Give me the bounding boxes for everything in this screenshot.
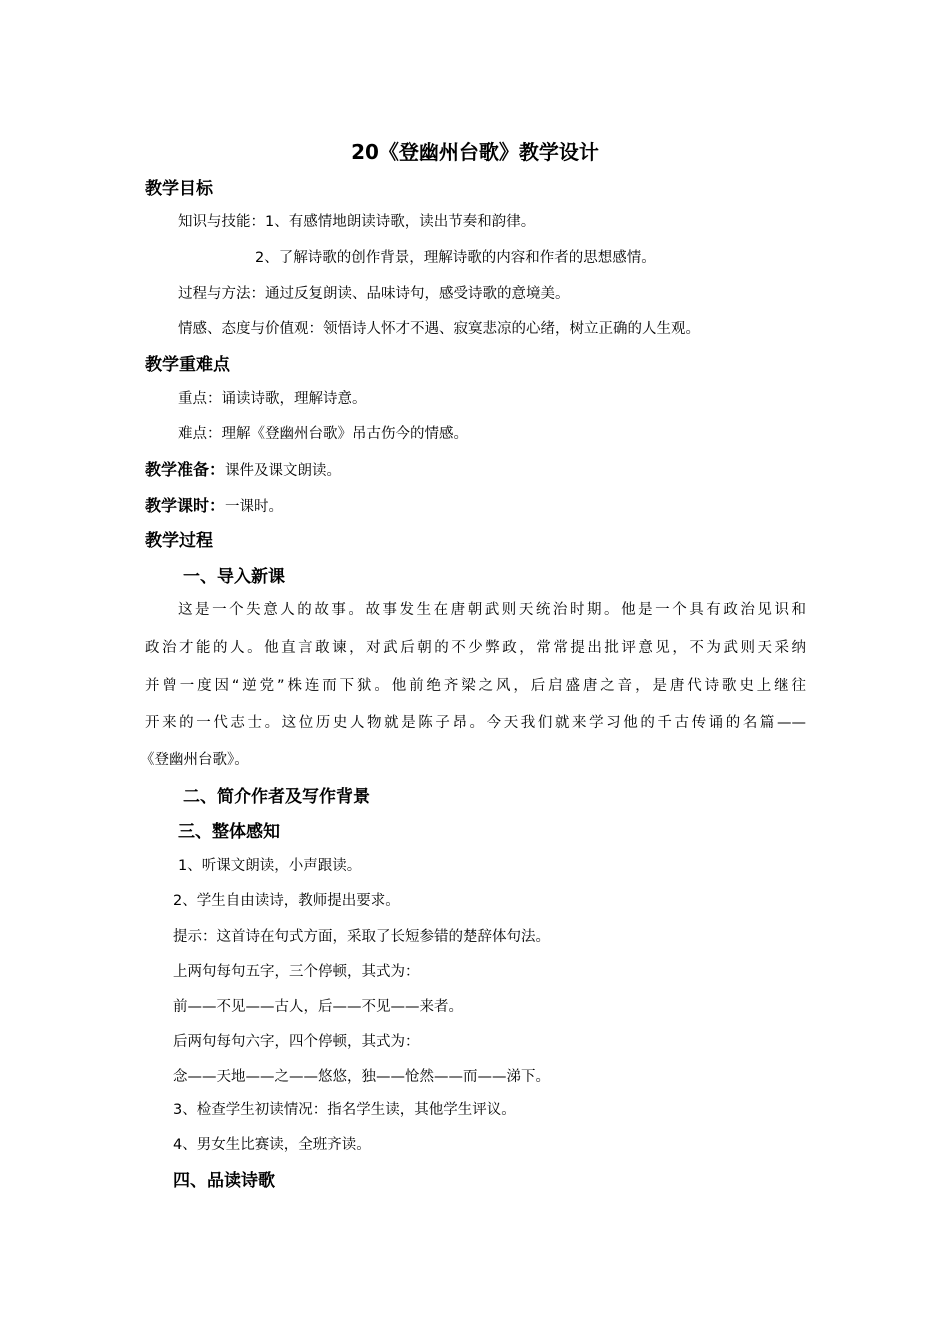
difficulty-point: 难点：理解《登幽州台歌》吊古伤今的情感。 xyxy=(178,426,468,442)
preparation-label: 教学准备： xyxy=(145,460,226,479)
section1-line-3: 并曾一度因“逆党”株连而下狱。他前绝齐梁之风，后启盛唐之音，是唐代诗歌史上继往 xyxy=(145,678,806,694)
objective-knowledge-2: 2、了解诗歌的创作背景，理解诗歌的内容和作者的思想感情。 xyxy=(255,250,656,266)
objective-process: 过程与方法：通过反复朗读、品味诗句，感受诗歌的意境美。 xyxy=(178,286,570,302)
section3-line-6: 后两句每句六字，四个停顿，其式为： xyxy=(173,1034,420,1050)
objectives-heading: 教学目标 xyxy=(145,179,213,199)
section3-heading: 三、整体感知 xyxy=(178,822,280,842)
key-points-heading: 教学重难点 xyxy=(145,355,230,375)
section4-heading: 四、品读诗歌 xyxy=(173,1171,275,1191)
objective-emotion: 情感、态度与价值观：领悟诗人怀才不遇、寂寞悲凉的心绪，树立正确的人生观。 xyxy=(178,321,700,337)
section3-line-7: 念——天地——之——悠悠，独——怆然——而——涕下。 xyxy=(173,1069,550,1085)
section3-line-5: 前——不见——古人，后——不见——来者。 xyxy=(173,999,463,1015)
section3-line-4: 上两句每句五字，三个停顿，其式为： xyxy=(173,964,420,980)
section3-line-9: 4、男女生比赛读，全班齐读。 xyxy=(173,1137,371,1153)
hours-label: 教学课时： xyxy=(145,496,226,515)
preparation-value: 课件及课文朗读。 xyxy=(225,463,342,479)
section2-heading: 二、简介作者及写作背景 xyxy=(183,787,370,807)
section1-heading: 一、导入新课 xyxy=(183,567,285,587)
section1-line-4: 开来的一代志士。这位历史人物就是陈子昂。今天我们就来学习他的千古传诵的名篇—— xyxy=(145,715,806,731)
section3-line-3: 提示：这首诗在句式方面，采取了长短参错的楚辞体句法。 xyxy=(173,929,550,945)
document-title: 20《登幽州台歌》教学设计 xyxy=(351,140,599,164)
process-heading: 教学过程 xyxy=(145,531,213,551)
section3-line-8: 3、检查学生初读情况：指名学生读，其他学生评议。 xyxy=(173,1102,516,1118)
hours-value: 一课时。 xyxy=(225,499,284,515)
preparation-line xyxy=(145,460,341,480)
section3-line-2: 2、学生自由读诗，教师提出要求。 xyxy=(173,893,400,909)
objective-knowledge-1: 知识与技能：1、有感情地朗读诗歌，读出节奏和韵律。 xyxy=(178,214,536,230)
section1-line-5: 《登幽州台歌》。 xyxy=(140,752,249,768)
key-point: 重点：诵读诗歌，理解诗意。 xyxy=(178,391,367,407)
section3-line-1: 1、听课文朗读，小声跟读。 xyxy=(178,858,362,874)
hours-line xyxy=(145,496,283,516)
section1-line-2: 政治才能的人。他直言敢谏，对武后朝的不少弊政，常常提出批评意见，不为武则天采纳 xyxy=(145,640,806,656)
section1-line-1: 这是一个失意人的故事。故事发生在唐朝武则天统治时期。他是一个具有政治见识和 xyxy=(178,602,806,618)
